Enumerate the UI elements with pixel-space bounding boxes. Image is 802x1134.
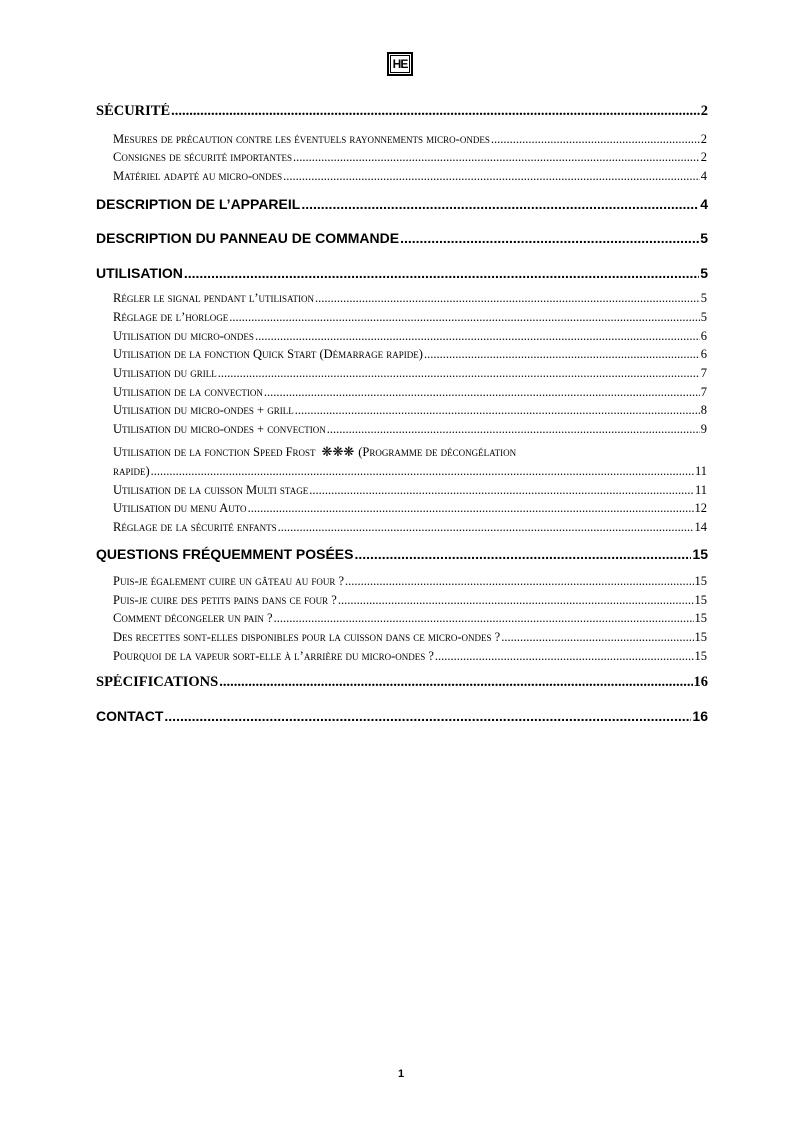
toc-title: Utilisation de la cuisson Multi stage	[113, 483, 309, 497]
toc-page: 5	[700, 310, 707, 324]
toc-entry-util-menu-auto[interactable]	[113, 501, 707, 516]
toc-page: 15	[694, 593, 707, 607]
toc-entry-util-mo-convection[interactable]	[113, 422, 707, 437]
toc-entry-util-speed-frost-line1[interactable]	[113, 444, 707, 460]
toc-title: Comment décongeler un pain ?	[113, 611, 273, 625]
toc-entry-description-panneau[interactable]	[96, 230, 708, 246]
toc-title: Pourquoi de la vapeur sort-elle à l’arrière du micro-ondes ?	[113, 649, 434, 663]
toc-entry-materiel[interactable]	[113, 169, 707, 184]
toc-title: CONTACT	[96, 708, 164, 724]
toc-page: 16	[692, 708, 708, 724]
toc-entry-util-quick-start[interactable]	[113, 347, 707, 362]
toc-page: 2	[700, 150, 707, 164]
brand-logo-text: HE	[390, 55, 410, 73]
page-number: 1	[397, 1068, 405, 1080]
toc-page: 4	[700, 196, 708, 212]
toc-title: Puis-je cuire des petits pains dans ce four ?	[113, 593, 337, 607]
toc-page: 8	[700, 403, 707, 417]
toc-entry-consignes[interactable]	[113, 150, 707, 165]
toc-entry-q-petits-pains[interactable]	[113, 593, 707, 608]
toc-title: Utilisation du micro-ondes + grill	[113, 403, 294, 417]
toc-entry-specifications[interactable]	[96, 674, 708, 691]
toc-page: 5	[700, 230, 708, 246]
toc-entry-util-micro-ondes[interactable]	[113, 329, 707, 344]
toc-title-end: (Programme de décongélation	[358, 445, 517, 459]
toc-title: SPÉCIFICATIONS	[96, 674, 219, 690]
toc-entry-util-speed-frost-line2[interactable]	[113, 464, 707, 479]
toc-page: 11	[694, 483, 707, 497]
toc-page: 15	[694, 611, 707, 625]
toc-title: Réglage de la sécurité enfants	[113, 520, 277, 534]
toc-entry-contact[interactable]	[96, 708, 708, 724]
toc-entry-reglage-securite-enfants[interactable]	[113, 520, 707, 535]
toc-title: SÉCURITÉ	[96, 103, 171, 119]
toc-entry-questions[interactable]	[96, 546, 708, 562]
toc-title: Utilisation du grill	[113, 366, 217, 380]
toc-entry-util-mo-grill[interactable]	[113, 403, 707, 418]
toc-page: 14	[694, 520, 707, 534]
toc-entry-util-grill[interactable]	[113, 366, 707, 381]
toc-page: 5	[700, 265, 708, 281]
toc-page: 11	[694, 464, 707, 478]
toc-title: DESCRIPTION DU PANNEAU DE COMMANDE	[96, 230, 400, 246]
toc-title: Utilisation du micro-ondes + convection	[113, 422, 326, 436]
toc-title: UTILISATION	[96, 265, 183, 281]
toc-page: 5	[700, 291, 707, 305]
toc-page: 4	[700, 169, 707, 183]
toc-entry-q-decongeler[interactable]	[113, 611, 707, 626]
toc-entry-q-gateau[interactable]	[113, 574, 707, 589]
toc-title: Utilisation de la fonction Speed Frost	[113, 445, 316, 459]
toc-title: Utilisation du menu Auto	[113, 501, 247, 515]
toc-entry-reglage-horloge[interactable]	[113, 310, 707, 325]
toc-title: Réglage de l’horloge	[113, 310, 229, 324]
toc-page: 15	[694, 630, 707, 644]
toc-page: 16	[693, 674, 708, 690]
toc-title: rapide)	[113, 464, 150, 478]
toc-page: 15	[692, 546, 708, 562]
toc-title: Utilisation de la convection	[113, 385, 263, 399]
toc-page: 9	[700, 422, 707, 436]
toc-title: Puis-je également cuire un gâteau au four ?	[113, 574, 345, 588]
toc-title: QUESTIONS FRÉQUEMMENT POSÉES	[96, 546, 354, 562]
toc-page: 6	[700, 329, 707, 343]
toc-entry-q-vapeur[interactable]	[113, 649, 707, 664]
toc-page: 6	[700, 347, 707, 361]
toc-title: DESCRIPTION DE L’APPAREIL	[96, 196, 301, 212]
toc-page: 15	[694, 649, 707, 663]
toc-page: 15	[694, 574, 707, 588]
toc-entry-q-recettes[interactable]	[113, 630, 707, 645]
toc-entry-description-appareil[interactable]	[96, 196, 708, 212]
snowflake-icon: ❋❋❋	[321, 444, 355, 459]
toc-entry-securite[interactable]	[96, 103, 708, 120]
toc-entry-mesures[interactable]	[113, 132, 707, 147]
toc-entry-util-convection[interactable]	[113, 385, 707, 400]
toc-title: Des recettes sont-elles disponibles pour la cuisson dans ce micro-ondes ?	[113, 630, 501, 644]
toc-title: Consignes de sécurité importantes	[113, 150, 292, 164]
toc-page: 7	[700, 366, 707, 380]
toc-page: 7	[700, 385, 707, 399]
toc-page: 2	[700, 132, 707, 146]
toc-entry-regler-signal[interactable]	[113, 291, 707, 306]
toc-title: Mesures de précaution contre les éventuels rayonnements micro-ondes	[113, 132, 490, 146]
toc-title: Régler le signal pendant l’utilisation	[113, 291, 314, 305]
toc-title: Utilisation de la fonction Quick Start (Démarrage rapide)	[113, 347, 423, 361]
toc-entry-util-multi-stage[interactable]	[113, 483, 707, 498]
toc-title: Utilisation du micro-ondes	[113, 329, 254, 343]
toc-title: Matériel adapté au micro-ondes	[113, 169, 283, 183]
toc-entry-utilisation[interactable]	[96, 265, 708, 281]
toc-page: 2	[700, 103, 708, 119]
toc-page: 12	[694, 501, 707, 515]
